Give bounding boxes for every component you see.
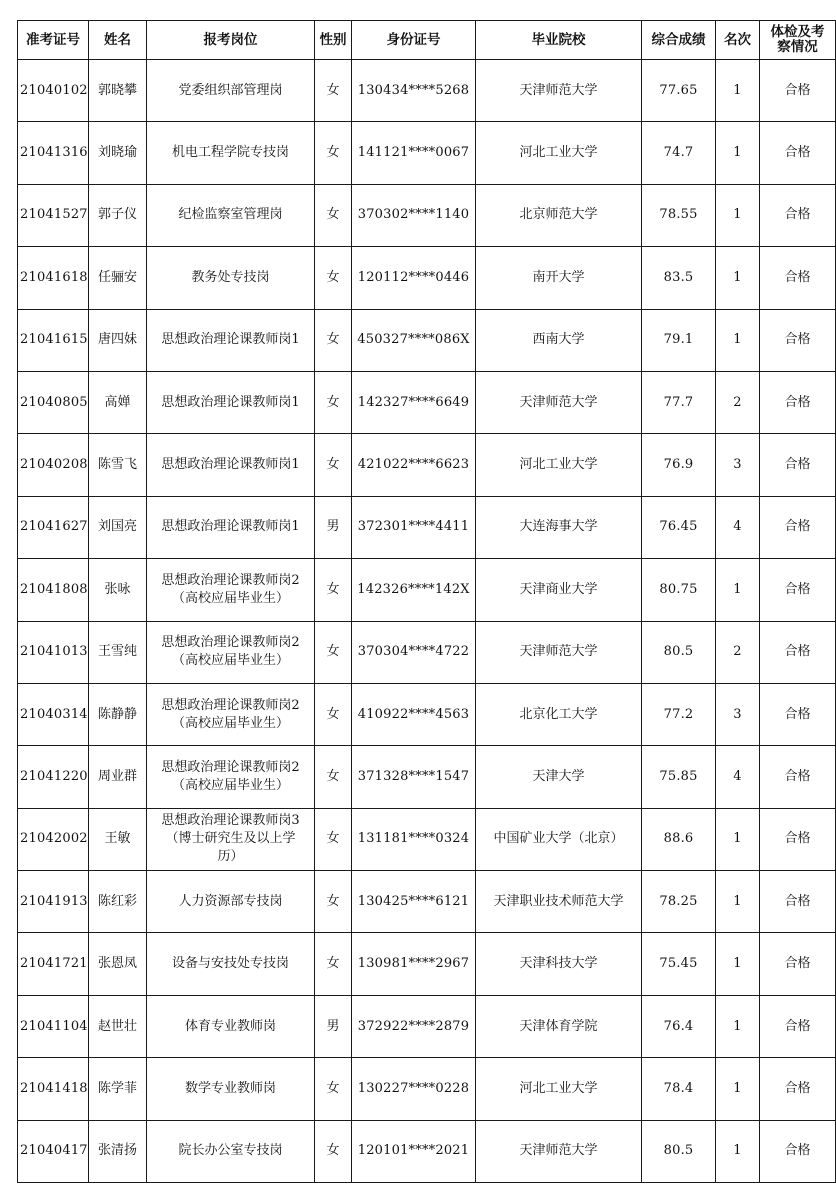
cell-rank: 1 bbox=[716, 122, 760, 184]
post-line: 思想政治理论课教师岗1 bbox=[161, 394, 300, 410]
cell-score: 76.45 bbox=[642, 496, 716, 558]
cell-rank: 1 bbox=[716, 247, 760, 309]
post-line: 教务处专技岗 bbox=[191, 269, 270, 285]
cell-post bbox=[147, 184, 315, 246]
table-row bbox=[18, 434, 836, 496]
cell-check: 合格 bbox=[760, 184, 836, 246]
cell-post bbox=[147, 309, 315, 371]
cell-score: 75.85 bbox=[642, 746, 716, 808]
cell-post bbox=[147, 933, 315, 995]
cell-check: 合格 bbox=[760, 1120, 836, 1182]
table-row bbox=[18, 1120, 836, 1182]
post-line: 数学专业教师岗 bbox=[184, 1080, 276, 1096]
cell-school: 北京师范大学 bbox=[476, 184, 642, 246]
table-row bbox=[18, 933, 836, 995]
header-check: 体检及考察情况 bbox=[760, 21, 836, 60]
cell-check: 合格 bbox=[760, 247, 836, 309]
cell-score: 77.7 bbox=[642, 371, 716, 433]
header-row bbox=[18, 21, 836, 60]
cell-school: 天津师范大学 bbox=[476, 1120, 642, 1182]
cell-post bbox=[147, 559, 315, 621]
header-name: 姓名 bbox=[89, 21, 147, 60]
cell-exam-id: 21041615 bbox=[18, 309, 89, 371]
post-line: 思想政治理论课教师岗3 bbox=[161, 813, 300, 829]
table-row bbox=[18, 184, 836, 246]
cell-check: 合格 bbox=[760, 122, 836, 184]
cell-sex: 女 bbox=[315, 683, 352, 745]
post-line: 体育专业教师岗 bbox=[184, 1018, 276, 1034]
results-table bbox=[17, 20, 836, 1183]
post-line: 设备与安技处专技岗 bbox=[171, 956, 289, 972]
cell-exam-id: 21040102 bbox=[18, 60, 89, 122]
cell-sex: 女 bbox=[315, 371, 352, 433]
cell-post bbox=[147, 995, 315, 1057]
cell-rank: 1 bbox=[716, 933, 760, 995]
table-row bbox=[18, 371, 836, 433]
cell-id-card: 370304****4722 bbox=[352, 621, 476, 683]
cell-id-card: 372301****4411 bbox=[352, 496, 476, 558]
cell-name: 赵世壮 bbox=[89, 995, 147, 1057]
cell-id-card: 142326****142X bbox=[352, 559, 476, 621]
table-row bbox=[18, 808, 836, 870]
cell-sex: 女 bbox=[315, 808, 352, 870]
document-page bbox=[17, 20, 835, 1183]
post-line: 思想政治理论课教师岗2 bbox=[161, 635, 300, 651]
cell-school: 中国矿业大学（北京） bbox=[476, 808, 642, 870]
cell-id-card: 130434****5268 bbox=[352, 60, 476, 122]
post-line: 纪检监察室管理岗 bbox=[178, 207, 283, 223]
header-school: 毕业院校 bbox=[476, 21, 642, 60]
cell-name: 刘国亮 bbox=[89, 496, 147, 558]
cell-school: 河北工业大学 bbox=[476, 434, 642, 496]
cell-school: 天津师范大学 bbox=[476, 371, 642, 433]
cell-name: 周业群 bbox=[89, 746, 147, 808]
cell-exam-id: 21041316 bbox=[18, 122, 89, 184]
cell-id-card: 120112****0446 bbox=[352, 247, 476, 309]
table-row bbox=[18, 621, 836, 683]
table-row bbox=[18, 1058, 836, 1120]
cell-school: 天津科技大学 bbox=[476, 933, 642, 995]
cell-id-card: 130981****2967 bbox=[352, 933, 476, 995]
cell-check: 合格 bbox=[760, 621, 836, 683]
header-post: 报考岗位 bbox=[147, 21, 315, 60]
cell-id-card: 370302****1140 bbox=[352, 184, 476, 246]
cell-school: 河北工业大学 bbox=[476, 122, 642, 184]
cell-rank: 3 bbox=[716, 434, 760, 496]
cell-exam-id: 21040314 bbox=[18, 683, 89, 745]
cell-score: 78.55 bbox=[642, 184, 716, 246]
cell-check: 合格 bbox=[760, 683, 836, 745]
cell-name: 王雪纯 bbox=[89, 621, 147, 683]
table-header bbox=[18, 21, 836, 60]
table-row bbox=[18, 247, 836, 309]
header-rank: 名次 bbox=[716, 21, 760, 60]
cell-check: 合格 bbox=[760, 60, 836, 122]
header-id-card: 身份证号 bbox=[352, 21, 476, 60]
cell-check: 合格 bbox=[760, 933, 836, 995]
cell-score: 74.7 bbox=[642, 122, 716, 184]
cell-rank: 1 bbox=[716, 808, 760, 870]
cell-exam-id: 21041721 bbox=[18, 933, 89, 995]
table-row bbox=[18, 683, 836, 745]
cell-score: 80.75 bbox=[642, 559, 716, 621]
table-row bbox=[18, 995, 836, 1057]
post-line: （高校应届毕业生） bbox=[171, 653, 289, 669]
cell-sex: 女 bbox=[315, 621, 352, 683]
cell-post bbox=[147, 1120, 315, 1182]
post-line: 思想政治理论课教师岗1 bbox=[161, 332, 300, 348]
cell-check: 合格 bbox=[760, 496, 836, 558]
cell-score: 80.5 bbox=[642, 621, 716, 683]
cell-school: 天津大学 bbox=[476, 746, 642, 808]
cell-exam-id: 21041104 bbox=[18, 995, 89, 1057]
cell-sex: 女 bbox=[315, 1058, 352, 1120]
table-row bbox=[18, 60, 836, 122]
cell-score: 88.6 bbox=[642, 808, 716, 870]
cell-post bbox=[147, 60, 315, 122]
cell-check: 合格 bbox=[760, 371, 836, 433]
cell-check: 合格 bbox=[760, 746, 836, 808]
cell-check: 合格 bbox=[760, 1058, 836, 1120]
cell-school: 大连海事大学 bbox=[476, 496, 642, 558]
table-row bbox=[18, 871, 836, 933]
cell-school: 天津商业大学 bbox=[476, 559, 642, 621]
cell-id-card: 142327****6649 bbox=[352, 371, 476, 433]
cell-rank: 1 bbox=[716, 60, 760, 122]
cell-score: 78.4 bbox=[642, 1058, 716, 1120]
cell-sex: 女 bbox=[315, 1120, 352, 1182]
cell-exam-id: 21041913 bbox=[18, 871, 89, 933]
cell-sex: 女 bbox=[315, 933, 352, 995]
cell-check: 合格 bbox=[760, 434, 836, 496]
cell-school: 天津职业技术师范大学 bbox=[476, 871, 642, 933]
cell-school: 西南大学 bbox=[476, 309, 642, 371]
cell-name: 张咏 bbox=[89, 559, 147, 621]
table-body bbox=[18, 60, 836, 1183]
cell-rank: 4 bbox=[716, 746, 760, 808]
post-line: 思想政治理论课教师岗1 bbox=[161, 457, 300, 473]
cell-id-card: 141121****0067 bbox=[352, 122, 476, 184]
cell-check: 合格 bbox=[760, 808, 836, 870]
cell-sex: 女 bbox=[315, 60, 352, 122]
post-line: 思想政治理论课教师岗2 bbox=[161, 572, 300, 588]
cell-post bbox=[147, 621, 315, 683]
cell-sex: 男 bbox=[315, 496, 352, 558]
cell-name: 陈红彩 bbox=[89, 871, 147, 933]
cell-rank: 1 bbox=[716, 1120, 760, 1182]
cell-post bbox=[147, 683, 315, 745]
cell-exam-id: 21041627 bbox=[18, 496, 89, 558]
cell-school: 北京化工大学 bbox=[476, 683, 642, 745]
cell-name: 陈学菲 bbox=[89, 1058, 147, 1120]
post-line: 历） bbox=[217, 849, 244, 865]
cell-rank: 1 bbox=[716, 309, 760, 371]
cell-school: 天津师范大学 bbox=[476, 621, 642, 683]
cell-rank: 2 bbox=[716, 371, 760, 433]
cell-post bbox=[147, 1058, 315, 1120]
cell-score: 80.5 bbox=[642, 1120, 716, 1182]
cell-name: 张恩凤 bbox=[89, 933, 147, 995]
cell-name: 高婵 bbox=[89, 371, 147, 433]
cell-post bbox=[147, 746, 315, 808]
cell-exam-id: 21041220 bbox=[18, 746, 89, 808]
post-line: 党委组织部管理岗 bbox=[178, 82, 283, 98]
cell-name: 张清扬 bbox=[89, 1120, 147, 1182]
cell-exam-id: 21041418 bbox=[18, 1058, 89, 1120]
cell-post bbox=[147, 434, 315, 496]
cell-school: 天津体育学院 bbox=[476, 995, 642, 1057]
cell-exam-id: 21040805 bbox=[18, 371, 89, 433]
cell-check: 合格 bbox=[760, 309, 836, 371]
cell-rank: 4 bbox=[716, 496, 760, 558]
cell-post bbox=[147, 247, 315, 309]
cell-post bbox=[147, 808, 315, 870]
cell-sex: 女 bbox=[315, 122, 352, 184]
cell-name: 陈雪飞 bbox=[89, 434, 147, 496]
table-row bbox=[18, 122, 836, 184]
cell-school: 河北工业大学 bbox=[476, 1058, 642, 1120]
post-line: 思想政治理论课教师岗1 bbox=[161, 519, 300, 535]
cell-rank: 2 bbox=[716, 621, 760, 683]
cell-score: 83.5 bbox=[642, 247, 716, 309]
post-line: （高校应届毕业生） bbox=[171, 777, 289, 793]
cell-rank: 1 bbox=[716, 995, 760, 1057]
cell-rank: 1 bbox=[716, 184, 760, 246]
cell-sex: 女 bbox=[315, 559, 352, 621]
cell-exam-id: 21042002 bbox=[18, 808, 89, 870]
cell-check: 合格 bbox=[760, 559, 836, 621]
cell-sex: 女 bbox=[315, 871, 352, 933]
cell-sex: 女 bbox=[315, 434, 352, 496]
table-row bbox=[18, 559, 836, 621]
cell-score: 79.1 bbox=[642, 309, 716, 371]
cell-rank: 1 bbox=[716, 559, 760, 621]
cell-sex: 女 bbox=[315, 247, 352, 309]
cell-id-card: 130425****6121 bbox=[352, 871, 476, 933]
cell-sex: 女 bbox=[315, 309, 352, 371]
post-line: 思想政治理论课教师岗2 bbox=[161, 759, 300, 775]
cell-check: 合格 bbox=[760, 995, 836, 1057]
cell-post bbox=[147, 371, 315, 433]
header-sex: 性别 bbox=[315, 21, 352, 60]
cell-score: 76.9 bbox=[642, 434, 716, 496]
post-line: 院长办公室专技岗 bbox=[178, 1143, 283, 1159]
post-line: 人力资源部专技岗 bbox=[178, 893, 283, 909]
cell-rank: 1 bbox=[716, 1058, 760, 1120]
cell-exam-id: 21041808 bbox=[18, 559, 89, 621]
cell-id-card: 450327****086X bbox=[352, 309, 476, 371]
cell-score: 75.45 bbox=[642, 933, 716, 995]
table-row bbox=[18, 746, 836, 808]
cell-rank: 1 bbox=[716, 871, 760, 933]
post-line: （高校应届毕业生） bbox=[171, 715, 289, 731]
cell-sex: 女 bbox=[315, 184, 352, 246]
header-exam-id: 准考证号 bbox=[18, 21, 89, 60]
cell-score: 76.4 bbox=[642, 995, 716, 1057]
cell-name: 任骊安 bbox=[89, 247, 147, 309]
cell-sex: 女 bbox=[315, 746, 352, 808]
cell-exam-id: 21041618 bbox=[18, 247, 89, 309]
cell-score: 77.65 bbox=[642, 60, 716, 122]
cell-id-card: 120101****2021 bbox=[352, 1120, 476, 1182]
cell-id-card: 372922****2879 bbox=[352, 995, 476, 1057]
cell-score: 78.25 bbox=[642, 871, 716, 933]
cell-name: 唐四妹 bbox=[89, 309, 147, 371]
table-row bbox=[18, 309, 836, 371]
cell-name: 郭晓攀 bbox=[89, 60, 147, 122]
cell-exam-id: 21040417 bbox=[18, 1120, 89, 1182]
cell-school: 天津师范大学 bbox=[476, 60, 642, 122]
header-score: 综合成绩 bbox=[642, 21, 716, 60]
cell-rank: 3 bbox=[716, 683, 760, 745]
cell-post bbox=[147, 496, 315, 558]
cell-exam-id: 21040208 bbox=[18, 434, 89, 496]
table-row bbox=[18, 496, 836, 558]
cell-name: 王敏 bbox=[89, 808, 147, 870]
post-line: （高校应届毕业生） bbox=[171, 590, 289, 606]
cell-id-card: 131181****0324 bbox=[352, 808, 476, 870]
cell-id-card: 130227****0228 bbox=[352, 1058, 476, 1120]
cell-id-card: 371328****1547 bbox=[352, 746, 476, 808]
cell-name: 刘晓瑜 bbox=[89, 122, 147, 184]
cell-check: 合格 bbox=[760, 871, 836, 933]
cell-score: 77.2 bbox=[642, 683, 716, 745]
cell-name: 郭子仪 bbox=[89, 184, 147, 246]
cell-name: 陈静静 bbox=[89, 683, 147, 745]
cell-id-card: 421022****6623 bbox=[352, 434, 476, 496]
post-line: 思想政治理论课教师岗2 bbox=[161, 697, 300, 713]
cell-exam-id: 21041013 bbox=[18, 621, 89, 683]
cell-school: 南开大学 bbox=[476, 247, 642, 309]
cell-post bbox=[147, 871, 315, 933]
cell-post bbox=[147, 122, 315, 184]
cell-id-card: 410922****4563 bbox=[352, 683, 476, 745]
post-line: 机电工程学院专技岗 bbox=[171, 145, 289, 161]
cell-exam-id: 21041527 bbox=[18, 184, 89, 246]
cell-sex: 男 bbox=[315, 995, 352, 1057]
post-line: （博士研究生及以上学 bbox=[165, 831, 296, 847]
